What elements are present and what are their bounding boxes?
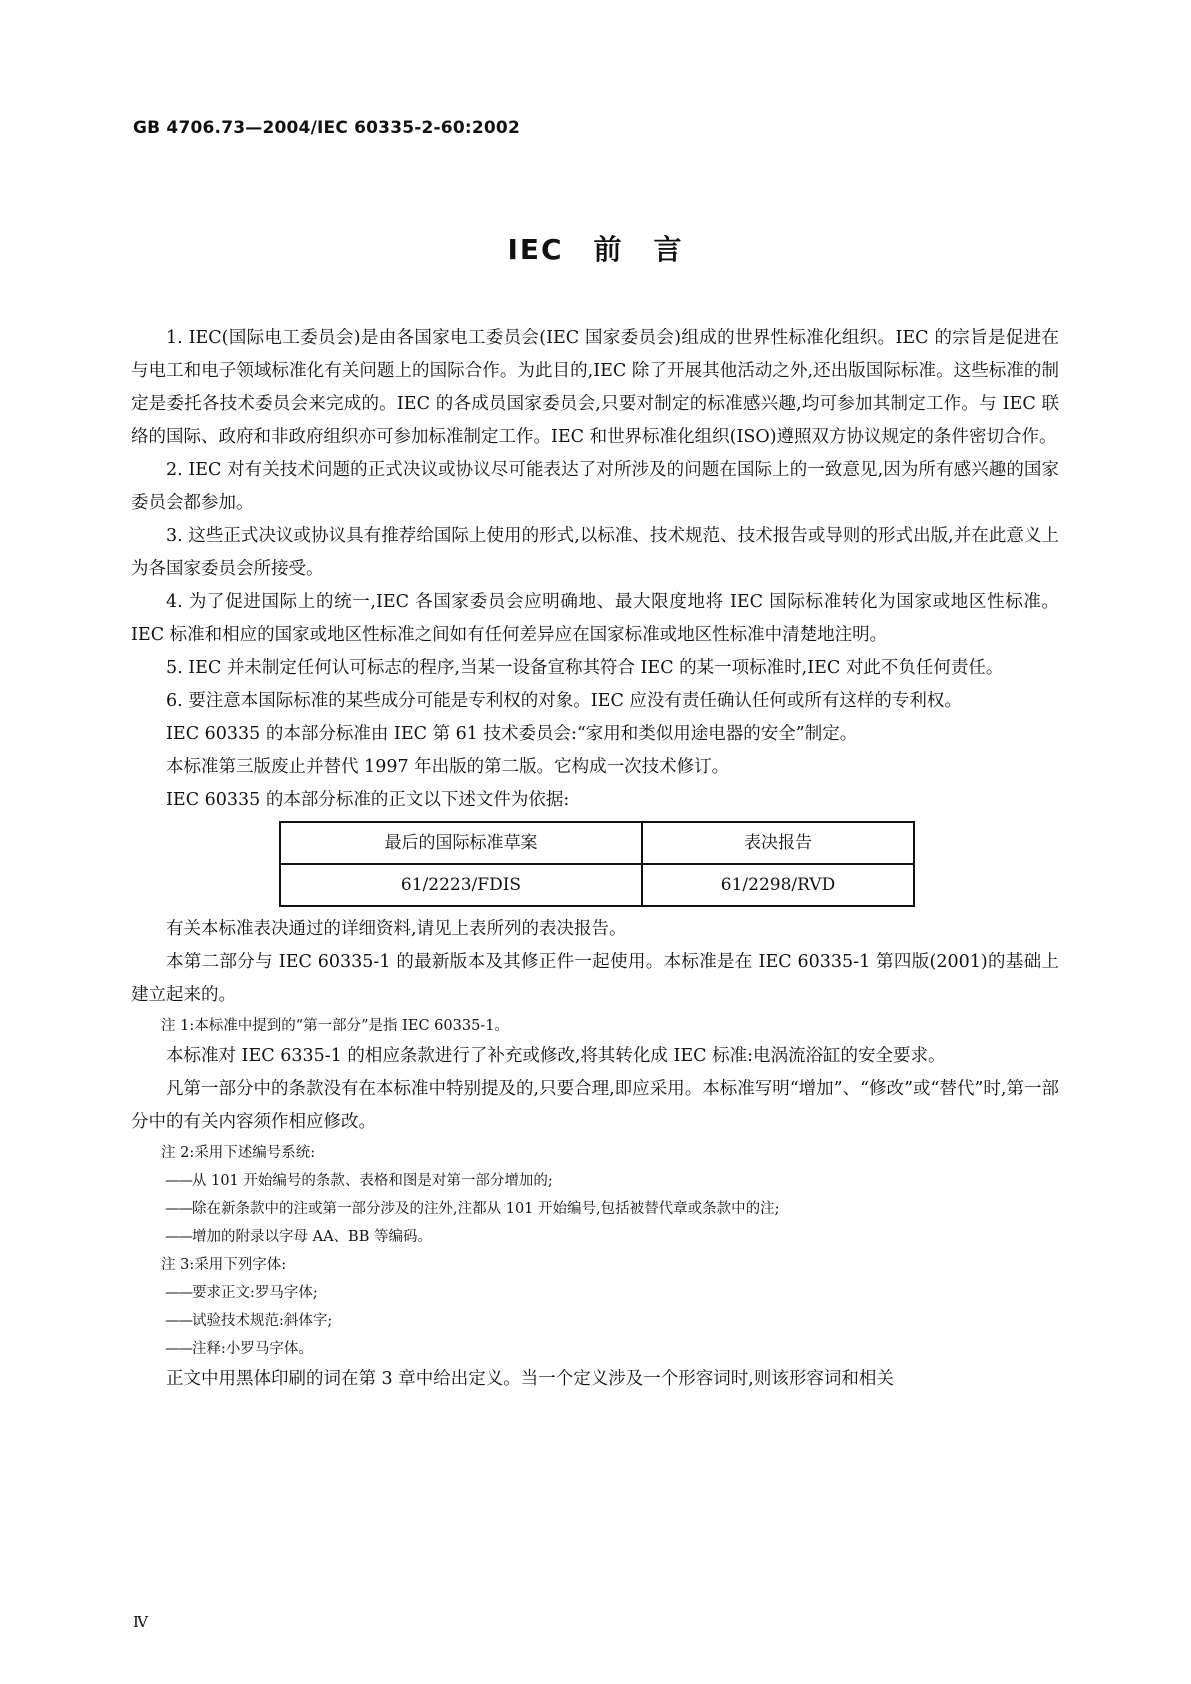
list-item [131, 1167, 1059, 1195]
paragraph-usage: 本第二部分与 IEC 60335-1 的最新版本及其修正件一起使用。本标准是在 IEC 60335-1 第四版(2001)的基础上建立起来的。 [131, 952, 1059, 1005]
note-3-item-3: 注释:小罗马字体。 [192, 1341, 313, 1357]
title-qian: 前 [593, 233, 624, 266]
table-header-rvd: 表决报告 [642, 822, 914, 864]
note-2-label: 注 2:采用下述编号系统: [161, 1145, 316, 1161]
paragraph-5: 5. IEC 并未制定任何认可标志的程序,当某一设备宣称其符合 IEC 的某一项标准时,IEC 对此不负任何责任。 [166, 658, 1004, 678]
paragraph-supplement: 本标准对 IEC 6335-1 的相应条款进行了补充或修改,将其转化成 IEC 标准:电涡流浴缸的安全要求。 [166, 1046, 946, 1066]
dash-mark: —— [165, 1173, 192, 1189]
paragraph-4: 4. 为了促进国际上的统一,IEC 各国家委员会应明确地、最大限度地将 IEC 国际标准转化为国家或地区性标准。IEC 标准和相应的国家或地区性标准之间如有任何差异应在国家标准或地区性标准中清楚地注明。 [131, 592, 1059, 645]
paragraph-committee: IEC 60335 的本部分标准由 IEC 第 61 技术委员会:“家用和类似用途电器的安全”制定。 [166, 724, 858, 744]
table-cell-rvd: 61/2298/RVD [642, 864, 914, 906]
note-3-label: 注 3:采用下列字体: [161, 1257, 287, 1273]
paragraph-application: 凡第一部分中的条款没有在本标准中特别提及的,只要合理,即应采用。本标准写明“增加”、“修改”或“替代”时,第一部分中的有关内容须作相应修改。 [131, 1079, 1059, 1132]
paragraph-1: 1. IEC(国际电工委员会)是由各国家电工委员会(IEC 国家委员会)组成的世界性标准化组织。IEC 的宗旨是促进在与电工和电子领域标准化有关问题上的国际合作。为此目的,IEC 除了开展其他活动之外,还出版国际标准。这些标准的制定是委托各技术委员会来完成的。IEC 的各成员国家委员会,只要对制定的标准感兴趣,均可参加其制定工作。与 IEC 联络的国际、政府和非政府组织亦可参加标准制定工作。IEC 和世界标准化组织(ISO)遵照双方协议规定的条件密切合作。 [131, 328, 1059, 447]
paragraph-voting-info: 有关本标准表决通过的详细资料,请见上表所列的表决报告。 [166, 919, 627, 939]
dash-mark: —— [165, 1201, 192, 1217]
list-item [131, 1335, 1059, 1363]
list-item [131, 1307, 1059, 1335]
dash-mark: —— [165, 1313, 192, 1329]
paragraph-2: 2. IEC 对有关技术问题的正式决议或协议尽可能表达了对所涉及的问题在国际上的一致意见,因为所有感兴趣的国家委员会都参加。 [131, 460, 1059, 513]
note-2-item-2: 除在新条款中的注或第一部分涉及的注外,注都从 101 开始编号,包括被替代章或条款中的注; [192, 1201, 780, 1217]
table-header-fdis: 最后的国际标准草案 [280, 822, 642, 864]
table-cell-fdis: 61/2223/FDIS [280, 864, 642, 906]
foreword-body [131, 322, 1059, 1396]
title-iec: IEC [507, 233, 564, 266]
standard-code-header: GB 4706.73—2004/IEC 60335-2-60:2002 [133, 118, 520, 138]
list-item [131, 1223, 1059, 1251]
table-header-row [280, 822, 914, 864]
page-title [0, 228, 1191, 268]
paragraph-6: 6. 要注意本国际标准的某些成分可能是专利权的对象。IEC 应没有责任确认任何或所有这样的专利权。 [166, 691, 962, 711]
table-row [280, 864, 914, 906]
list-item [131, 1195, 1059, 1223]
list-item [131, 1279, 1059, 1307]
dash-mark: —— [165, 1229, 192, 1245]
note-3-item-1: 要求正文:罗马字体; [192, 1285, 318, 1301]
paragraph-basis: IEC 60335 的本部分标准的正文以下述文件为依据: [166, 790, 570, 810]
voting-documents-table [279, 821, 915, 907]
page-number: Ⅳ [133, 1613, 148, 1631]
note-1: 注 1:本标准中提到的“第一部分”是指 IEC 60335-1。 [161, 1018, 509, 1034]
note-3-item-2: 试验技术规范:斜体字; [192, 1313, 333, 1329]
paragraph-3: 3. 这些正式决议或协议具有推荐给国际上使用的形式,以标准、技术规范、技术报告或导则的形式出版,并在此意义上为各国家委员会所接受。 [131, 526, 1059, 579]
note-2-item-1: 从 101 开始编号的条款、表格和图是对第一部分增加的; [192, 1173, 553, 1189]
paragraph-edition: 本标准第三版废止并替代 1997 年出版的第二版。它构成一次技术修订。 [166, 757, 730, 777]
dash-mark: —— [165, 1285, 192, 1301]
note-2-item-3: 增加的附录以字母 AA、BB 等编码。 [192, 1229, 432, 1245]
paragraph-definitions: 正文中用黑体印刷的词在第 3 章中给出定义。当一个定义涉及一个形容词时,则该形容词和相关 [166, 1369, 894, 1389]
title-yan: 言 [653, 233, 684, 266]
dash-mark: —— [165, 1341, 192, 1357]
